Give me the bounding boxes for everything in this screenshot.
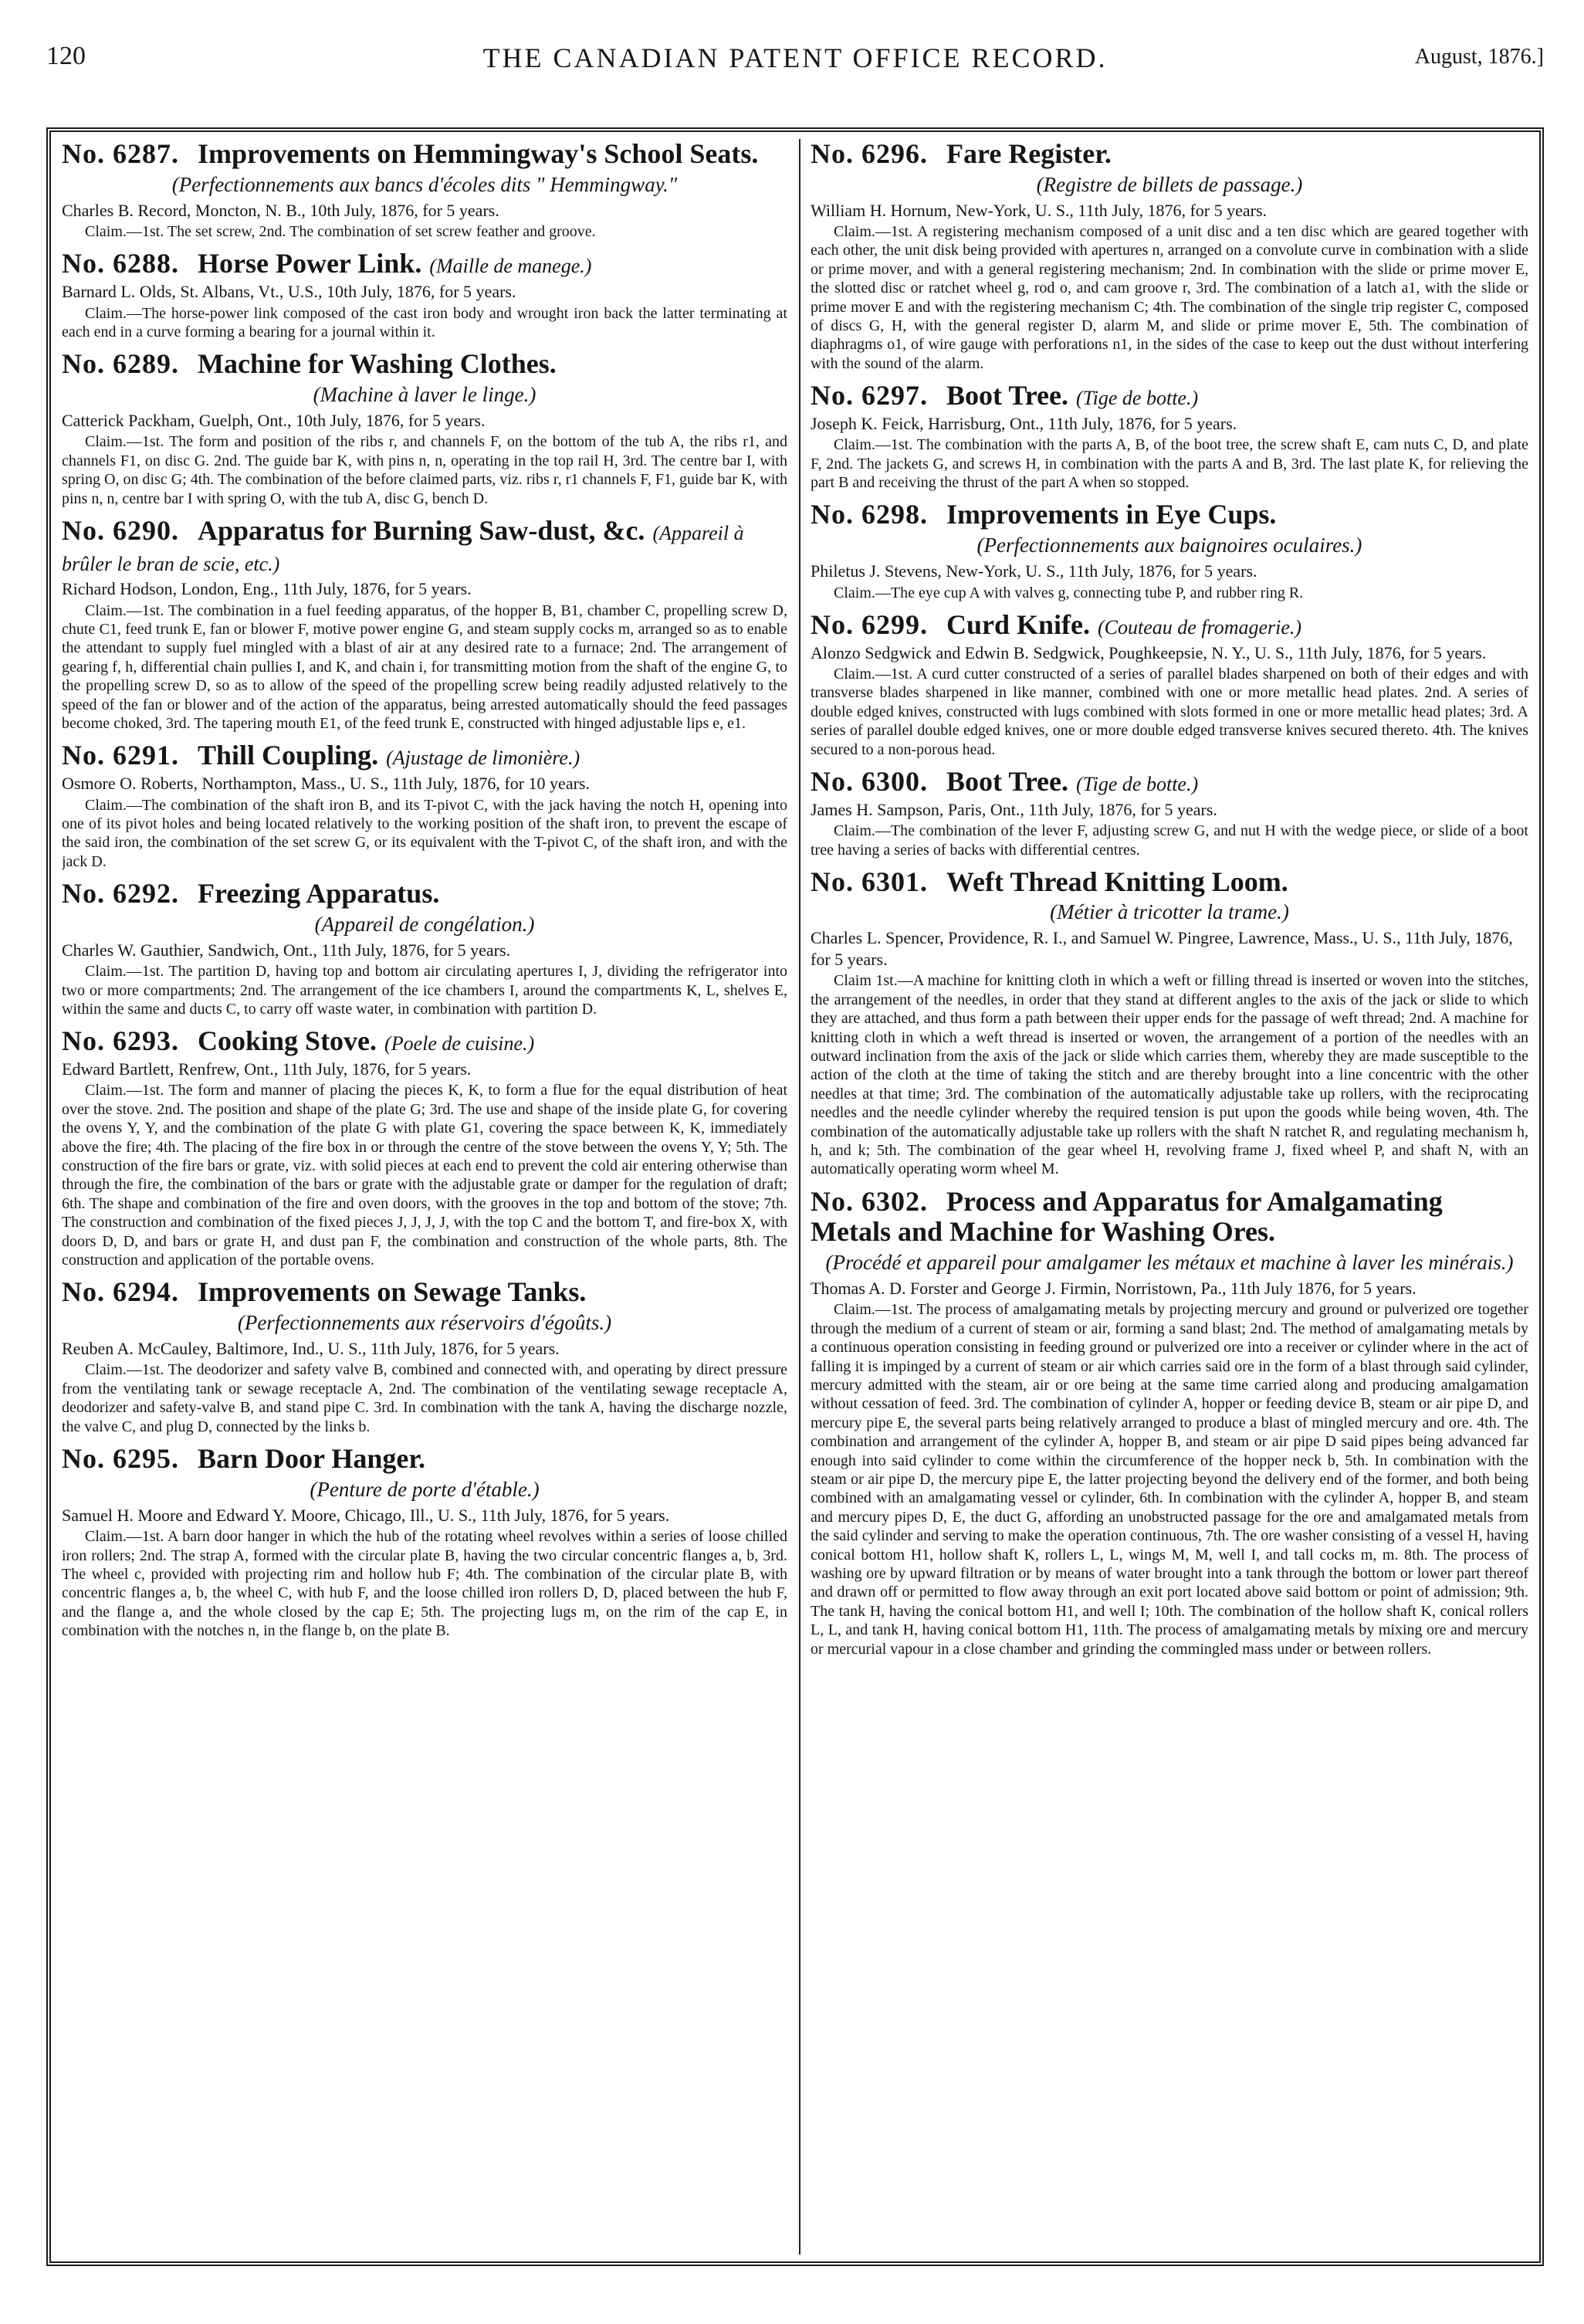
patent-heading: [62, 249, 787, 279]
patent-french-title: (Ajustage de limonière.): [386, 747, 580, 770]
claim-text: Claim.—The combination of the lever F, adjusting screw G, and nut H with the wedge piece, or slide of a boot tree having a series of backs with differential centres.: [811, 822, 1528, 859]
patent-entry: [62, 249, 787, 341]
patentee-line: Barnard L. Olds, St. Albans, Vt., U.S., 10th July, 1876, for 5 years.: [62, 282, 516, 302]
claim-text: Claim.—The eye cup A with valves g, connecting tube P, and rubber ring R.: [834, 584, 1304, 601]
patentee-line: Charles W. Gauthier, Sandwich, Ont., 11th July, 1876, for 5 years.: [62, 940, 511, 960]
patent-french-title: (Registre de billets de passage.): [1036, 172, 1303, 196]
patentee-line: William H. Hornum, New-York, U. S., 11th July, 1876, for 5 years.: [811, 200, 1268, 220]
patent-french-title: (Métier à tricotter la trame.): [1050, 900, 1289, 924]
patent-entry: [62, 349, 787, 508]
patentee-line: Thomas A. D. Forster and George J. Firmin, Norristown, Pa., 11th July 1876, for 5 years.: [811, 1278, 1416, 1298]
patent-heading: [62, 1444, 787, 1475]
patent-french-title: (Tige de botte.): [1075, 773, 1199, 796]
patent-number: No. 6294.: [62, 1276, 179, 1308]
patent-entry: [811, 867, 1528, 1179]
patent-title: Horse Power Link.: [198, 248, 422, 279]
patent-french-title: (Penture de porte d'étable.): [310, 1477, 540, 1501]
patent-heading: [62, 1026, 787, 1057]
claim-text: Claim.—1st. The form and position of the ribs r, and channels F, on the bottom of the tub A, the ribs r1, and channels F1, on disc G. 2nd. The guide bar K, with pins n, n, operating in the top rail H, 3rd. The centre bar I, with spring O, on disc G; 4th. The combination of the before claimed parts, viz. ribs r, r1 channels F, F1, guide bar K, with pins n, n, centre bar I with spring O, with the tub A, disc G, bench D.: [62, 433, 787, 507]
patent-title: Apparatus for Burning Saw-dust, &c.: [198, 515, 645, 547]
patent-heading: [62, 516, 787, 577]
patent-heading: [62, 349, 787, 380]
page-header: [46, 31, 1544, 77]
patent-heading: [811, 139, 1528, 170]
patent-title: Freezing Apparatus.: [198, 878, 440, 910]
patentee-line: Philetus J. Stevens, New-York, U. S., 11th July, 1876, for 5 years.: [811, 561, 1257, 581]
patentee-line: Alonzo Sedgwick and Edwin B. Sedgwick, Poughkeepsie, N. Y., U. S., 11th July, 1876, for 5 years.: [811, 642, 1487, 662]
patent-french-title: (Perfectionnements aux baignoires oculaires.): [976, 534, 1362, 557]
patent-number: No. 6302.: [811, 1185, 928, 1217]
patentee-line: Samuel H. Moore and Edward Y. Moore, Chicago, Ill., U. S., 11th July, 1876, for 5 years.: [62, 1505, 670, 1525]
patent-title: Improvements in Eye Cups.: [946, 499, 1277, 530]
patent-heading: [62, 139, 787, 170]
patent-heading: [811, 610, 1528, 641]
patent-number: No. 6297.: [811, 380, 928, 412]
issue-date: August, 1876.]: [1414, 45, 1544, 69]
column-divider: [799, 139, 800, 2255]
patent-number: No. 6288.: [62, 248, 179, 279]
patent-french-title: (Appareil à brûler le bran de scie, etc.): [62, 522, 744, 575]
patent-heading: [811, 381, 1528, 412]
claim-text: Claim.—1st. A registering mechanism composed of a unit disc and a ten disc which are geared together with each other, the unit disk being provided with apertures n, arranged on a convolute curve in combination with a slide or prime mover, and with a general registering mechanism; 2nd. In combination with the slide or prime mover E, the slotted disc or ratchet wheel g, rod o, and cam groove r, 3rd. The combination of a latch a1, with the slide or prime mover E and with the registering mechanism C; 4th. The combination of the single trip register C, composed of discs G, H, with the general register D, alarm M, and slide or prime mover E, 5th. The combination of diaphragms o1, of wire gauge with perforations n1, in the sides of the case to keep out the dust without interfering with the sound of the alarm.: [811, 223, 1528, 372]
patent-entry: [811, 381, 1528, 492]
patent-entry: [62, 1026, 787, 1269]
patent-entry: [62, 516, 787, 733]
patent-title: Weft Thread Knitting Loom.: [946, 866, 1288, 897]
patent-number: No. 6287.: [62, 139, 179, 169]
claim-text: Claim.—The horse-power link composed of the cast iron body and wrought iron back the latter terminating at each end in a curve forming a bearing for a journal within it.: [62, 304, 787, 340]
patentee-line: Charles B. Record, Moncton, N. B., 10th July, 1876, for 5 years.: [62, 200, 499, 220]
patentee-line: Edward Bartlett, Renfrew, Ont., 11th July, 1876, for 5 years.: [62, 1059, 472, 1079]
patent-number: No. 6300.: [811, 766, 928, 798]
journal-title: THE CANADIAN PATENT OFFICE RECORD.: [482, 42, 1108, 73]
patent-title: Process and Apparatus for Amalgamating Metals and Machine for Washing Ores.: [811, 1185, 1443, 1248]
patent-title: Barn Door Hanger.: [198, 1443, 426, 1475]
patent-number: No. 6292.: [62, 878, 179, 910]
patent-number: No. 6293.: [62, 1025, 179, 1057]
patent-title: Cooking Stove.: [198, 1025, 377, 1057]
claim-text: Claim.—1st. The set screw, 2nd. The combination of set screw feather and groove.: [85, 223, 596, 241]
patent-title: Boot Tree.: [946, 766, 1068, 798]
patent-french-title: (Procédé et appareil pour amalgamer les métaux et machine à laver les minérais.): [825, 1250, 1514, 1274]
patent-entry: [811, 500, 1528, 601]
patentee-line: Charles L. Spencer, Providence, R. I., and Samuel W. Pingree, Lawrence, Mass., U. S., 11th July, 1876, for 5 years.: [811, 928, 1513, 969]
patent-heading: [811, 867, 1528, 898]
patent-entry: [811, 610, 1528, 759]
patent-french-title: (Maille de manege.): [429, 255, 592, 278]
patent-heading: [62, 1277, 787, 1308]
patent-entry: [811, 767, 1528, 859]
patent-title: Curd Knife.: [946, 608, 1091, 640]
patent-number: No. 6289.: [62, 348, 179, 380]
claim-text: Claim.—1st. The form and manner of placing the pieces K, K, to form a flue for the equal distribution of heat over the stove. 2nd. The position and shape of the plate G; 3rd. The use and shape of the inside plate G, for covering the ovens Y, Y, and the combination of the plate G with plate G1, covering the space between K, K, immediately above the fire; 4th. The placing of the fire box in or through the centre of the stove between the ovens Y, Y; 5th. The construction of the fire bars or grate, viz. with solid pieces at each end to prevent the cold air entering otherwise than through the fire, the combination of the bars or grate with the adjustable grate or damper for the regulation of draft; 6th. The shape and combination of the fire and oven doors, with the grooves in the top and bottom of the stove; 7th. The construction and combination of the fixed pieces J, J, J, J, with the top C and the bottom T, and fire-box X, with doors D, D, and bars or grate H, and dust pan F, the combination and construction of the whole parts, 8th. The construction and application of the portable ovens.: [62, 1082, 787, 1269]
patent-entry: [811, 1187, 1528, 1658]
patent-french-title: (Tige de botte.): [1075, 387, 1199, 410]
claim-text: Claim.—1st. The process of amalgamating metals by projecting mercury and ground or pulverized ore together through the medium of a current of steam or air, forming a sand blast; 2nd. The method of amalgamating metals by a continuous operation consisting in feeding ground or pulverized ore into a receiver or cylinder where in the act of falling it is impinged by a current of steam or air which carries said ore in the form of a blast through said cylinder, mercury admitted with the steam, air or ore being at the same time carried along and producing amalgamation without cessation of feed. 3rd. The combination of cylinder A, hopper or feeding device B, steam or air pipe D, and mercury pipe E, the several parts being relatively arranged to produce a blast of mingled mercury and ore. 4th. The combination and arrangement of the cylinder A, hopper B, and steam or air pipe D said pipes being advanced far enough into said cylinder to come within the circumference of the hopper neck b, 5th. In combination with the steam or air pipe D, the mercury pipe E, the latter projecting beyond the delivery end of the former, and both being combined with an amalgamating vessel or cylinder, 6th. In combination with the cylinder A, hopper B, and steam and mercury pipes D, E, the duct G, affording an unobstructed passage for the ore and amalgamated metals from the said cylinder and serving to make the operation continuous, 7th. The ore washer consisting of a vessel H, having conical bottom H1, hollow shaft K, rollers L, L, wings M, M, well I, and tall cocks m, m. 8th. The process of washing ore by upward filtration or by means of water brought into a tank through the bottom or lower part thereof and drawn off or permitted to flow away through an exit port located above said bottom or point of admission; 9th. The tank H, having the conical bottom H1, and well I; 10th. The combination of the hollow shaft K, conical rollers L, L, and tank H, having conical bottom H1, 11th. The process of amalgamating metals by mixing ore and mercury or mercurial vapour in a close chamber and grinding the commingled mass under or between rollers.: [811, 1301, 1528, 1658]
patent-title: Improvements on Sewage Tanks.: [198, 1276, 587, 1308]
patent-title: Fare Register.: [946, 139, 1112, 169]
claim-text: Claim.—1st. A barn door hanger in which the hub of the rotating wheel revolves within a series of loose chilled iron rollers; 2nd. The strap A, formed with the circular plate B, having the two circular concentric flanges a, b, 3rd. The wheel c, provided with projecting rim and hollow hub F; 4th. The combination of the circular plate B, with concentric flanges a, b, the wheel C, with hub F, and the loose chilled iron rollers D, D, placed between the hub F, and the flange a, and the whole closed by the cap E; 5th. The projecting lugs m, on the rim of the cap E, in combination with the notches n, in the flange b, on the plate B.: [62, 1528, 787, 1640]
patent-title: Boot Tree.: [946, 380, 1068, 412]
right-column: [811, 139, 1528, 2255]
patentee-line: James H. Sampson, Paris, Ont., 11th July, 1876, for 5 years.: [811, 799, 1217, 819]
left-column: [62, 139, 787, 2255]
patentee-line: Reuben A. McCauley, Baltimore, Ind., U. S., 11th July, 1876, for 5 years.: [62, 1338, 560, 1358]
patent-french-title: (Couteau de fromagerie.): [1098, 615, 1302, 639]
patent-entry: [62, 1277, 787, 1436]
patent-heading: [811, 1187, 1528, 1248]
patent-heading: [811, 767, 1528, 798]
patentee-line: Richard Hodson, London, Eng., 11th July, 1876, for 5 years.: [62, 579, 472, 599]
claim-text: Claim.—1st. The deodorizer and safety valve B, combined and connected with, and operating by direct pressure from the ventilating tank or sewage receptacle A, 2nd. The combination of the ventilating sewage receptacle A, deodorizer and safety-valve B, and stand pipe C. 3rd. In combination with the tank A, having the discharge nozzle, the valve C, and plug D, connected by the links b.: [62, 1361, 787, 1435]
patent-number: No. 6299.: [811, 608, 928, 640]
patent-heading: [811, 500, 1528, 530]
patent-title: Thill Coupling.: [198, 740, 379, 771]
patent-heading: [62, 740, 787, 771]
patent-french-title: (Appareil de congélation.): [314, 912, 535, 936]
page-number: 120: [46, 42, 86, 70]
patent-entry: [62, 879, 787, 1018]
claim-text: Claim 1st.—A machine for knitting cloth in which a weft or filling thread is inserted or woven into the stitches, the arrangement of the needles, in order that they stand at different angles to the axis of the jack or slide to which they are attached, and thus form a path between their upper ends for the passage of weft thread; 2nd. A machine for knitting cloth in which a weft thread is inserted or woven, the arrangement of a portion of the needles with an outward inclination from the axis of the jack or slide which carries them, whereby they are made susceptible to the action of the cloth at the time of taking the stitch and are thereby brought into a line concentric with the other needles at that time; 3rd. The combination of the automatically adjustable take up rollers, with the reciprocating needles and the needle cylinder whereby the required tension is put upon the goods while being woven, 4th. The combination of the automatically adjustable take up rollers with the shaft N ratchet R, and regulating mechanism h, h, and k; 5th. The combination of the gear wheel H, revolving frame J, fixed wheel P, and shaft N, with an automatically operating worm wheel M.: [811, 972, 1528, 1178]
patent-french-title: (Machine à laver le linge.): [313, 382, 536, 406]
patent-number: No. 6298.: [811, 499, 928, 530]
patent-number: No. 6295.: [62, 1443, 179, 1475]
patent-entry: [811, 139, 1528, 373]
patent-title: Machine for Washing Clothes.: [198, 348, 557, 380]
patent-number: No. 6296.: [811, 139, 928, 169]
patent-entry: [62, 1444, 787, 1640]
claim-text: Claim.—1st. A curd cutter constructed of a series of parallel blades sharpened on both of their edges and with transverse blades sharpened in like manner, combined with one or more metallic head plates. 2nd. A series of double edged knives, constructed with lugs combined with slots formed in one or more metallic head plates; 3rd. A series of parallel double edged knives, one or more double edged transverse knives secured thereto. 4th. The knives secured to a non-porous head.: [811, 666, 1528, 758]
patent-french-title: (Poele de cuisine.): [384, 1032, 535, 1055]
patent-title: Improvements on Hemmingway's School Seats.: [198, 139, 759, 169]
patentee-line: Catterick Packham, Guelph, Ont., 10th July, 1876, for 5 years.: [62, 410, 486, 430]
patent-entry: [62, 139, 787, 241]
claim-text: Claim.—1st. The combination in a fuel feeding apparatus, of the hopper B, B1, chamber C, propelling screw D, chute C1, feed trunk E, fan or blower F, motive power engine G, and steam supply cocks m, arranged so as to enable the attendant to supply fuel mingled with a blast of air at any desired rate to a furnace; 2nd. The arrangement of gearing f, h, differential chain pullies I, and K, and chain i, for transmitting motion from the shaft of the engine G, to the propelling screw D, so as to allow of the speed of the propelling screw being readily adjusted relatively to the speed of the fan or blower and of the action of the apparatus, being arrested automatically should the feed passages become choked, 3rd. The tapering mouth E1, of the feed trunk E, constructed with hinged adjustable lips e, e1.: [62, 601, 787, 733]
patent-number: No. 6301.: [811, 866, 928, 897]
patent-number: No. 6290.: [62, 515, 179, 547]
patentee-line: Joseph K. Feick, Harrisburg, Ont., 11th July, 1876, for 5 years.: [811, 413, 1237, 433]
patent-number: No. 6291.: [62, 740, 179, 771]
patentee-line: Osmore O. Roberts, Northampton, Mass., U. S., 11th July, 1876, for 10 years.: [62, 774, 590, 794]
patent-french-title: (Perfectionnements aux réservoirs d'égoûts.): [237, 1310, 612, 1334]
claim-text: Claim.—1st. The combination with the parts A, B, of the boot tree, the screw shaft E, cam nuts C, D, and plate F, 2nd. The jackets G, and screws H, in combination with the parts A and B, 3rd. The last plate K, for relieving the part B and receiving the thrust of the part A when so stopped.: [811, 436, 1528, 492]
patent-french-title: (Perfectionnements aux bancs d'écoles dits " Hemmingway.": [171, 172, 678, 196]
claim-text: Claim.—1st. The partition D, having top and bottom air circulating apertures I, J, dividing the refrigerator into two or more compartments; 2nd. The arrangement of the ice chambers I, around the compartments K, L, shelves E, within the same and ducts C, to carry off waste water, in combination with partition D.: [62, 963, 787, 1018]
patent-heading: [62, 879, 787, 910]
patent-entry: [62, 740, 787, 871]
claim-text: Claim.—The combination of the shaft iron B, and its T-pivot C, with the jack having the notch H, opening into one of its pivot holes and being located relatively to the working position of the shaft iron, to prevent the escape of the said iron, the combination of the set screw G, or its equivalent with the T-pivot C, of the shaft iron, and with the jack D.: [62, 796, 787, 870]
